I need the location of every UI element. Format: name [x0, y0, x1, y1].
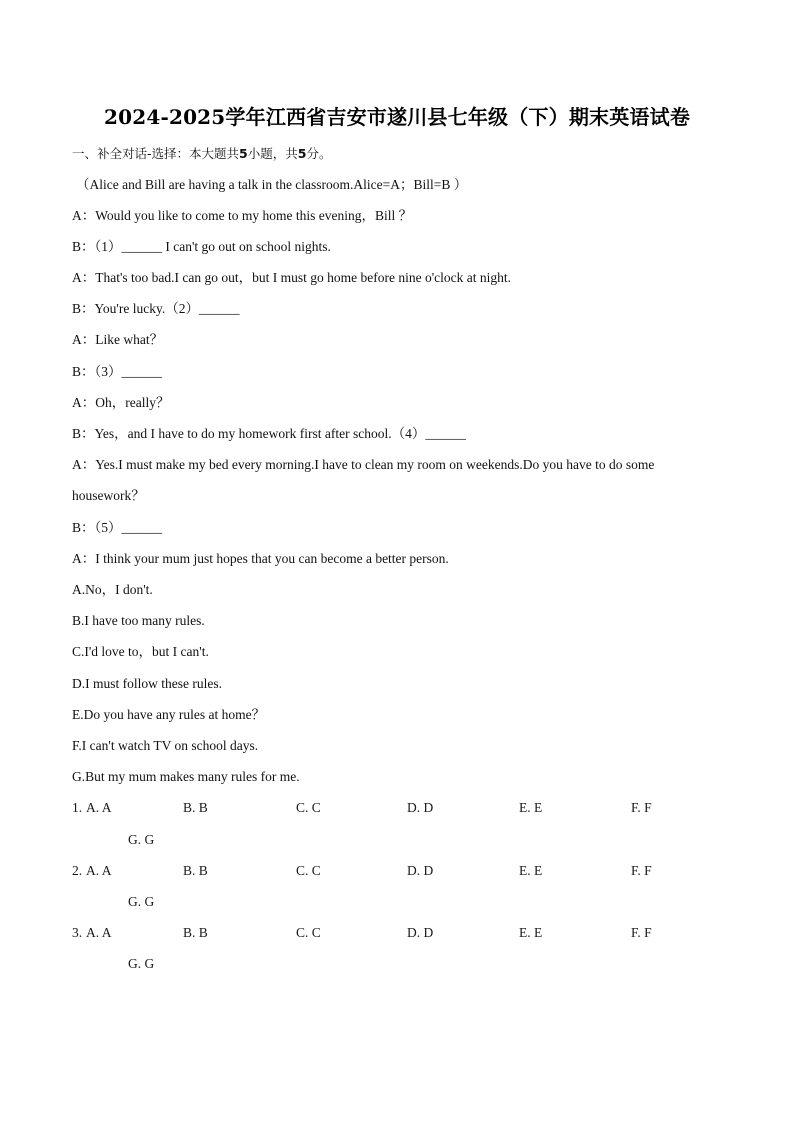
choice-d: D.I must follow these rules.	[72, 676, 222, 691]
question-3-option-a[interactable]: A. A	[86, 925, 112, 940]
question-1-option-d[interactable]: D. D	[407, 800, 434, 815]
choice-g: G.But my mum makes many rules for me.	[72, 769, 300, 784]
question-2-number: 2.	[72, 863, 83, 878]
question-count: 5	[239, 146, 248, 161]
question-2-option-f[interactable]: F. F	[631, 863, 652, 878]
question-3-number: 3.	[72, 925, 83, 940]
question-3-option-d[interactable]: D. D	[407, 925, 434, 940]
section-heading	[72, 145, 331, 163]
score-count: 5	[297, 146, 307, 161]
question-3-option-f[interactable]: F. F	[631, 925, 652, 940]
choice-e: E.Do you have any rules at home？	[72, 707, 266, 722]
question-3-option-c[interactable]: C. C	[296, 925, 321, 940]
question-2-option-e[interactable]: E. E	[519, 863, 543, 878]
question-3-option-e[interactable]: E. E	[519, 925, 543, 940]
dialogue-line-11: A：I think your mum just hopes that you can become a better person.	[72, 551, 449, 566]
dialogue-line-6: B：（3）______	[72, 364, 163, 379]
question-2-option-a[interactable]: A. A	[86, 863, 112, 878]
section-heading-prefix: 一、补全对话-选择：本大题共	[72, 146, 240, 161]
dialogue-line-7: A：Oh，really？	[72, 395, 170, 410]
question-2-options	[72, 862, 712, 880]
dialogue-line-5: A：Like what？	[72, 332, 164, 347]
question-2-option-g[interactable]: G. G	[128, 894, 155, 909]
question-1-option-a[interactable]: A. A	[86, 800, 112, 815]
question-1-option-g[interactable]: G. G	[128, 832, 155, 847]
question-1-option-c[interactable]: C. C	[296, 800, 321, 815]
question-1-options	[72, 799, 712, 817]
dialogue-line-8: B：Yes，and I have to do my homework first after school.（4）______	[72, 426, 466, 441]
dialogue-line-10: B：（5）______	[72, 520, 163, 535]
question-2-option-c[interactable]: C. C	[296, 863, 321, 878]
question-1-option-f[interactable]: F. F	[631, 800, 652, 815]
choice-a: A.No，I don't.	[72, 582, 153, 597]
question-3-options	[72, 924, 712, 942]
question-3-option-g[interactable]: G. G	[128, 956, 155, 971]
question-2-option-b[interactable]: B. B	[183, 863, 208, 878]
choice-f: F.I can't watch TV on school days.	[72, 738, 259, 753]
dialogue-line-1: A：Would you like to come to my home this evening，Bill ？	[72, 208, 413, 223]
question-1-option-e[interactable]: E. E	[519, 800, 543, 815]
dialogue-line-9: A：Yes.I must make my bed every morning.I have to clean my room on weekends.Do you have to do some	[72, 457, 655, 472]
dialogue-line-9-continued: housework？	[72, 488, 145, 503]
question-1-number: 1.	[72, 800, 83, 815]
question-2-option-d[interactable]: D. D	[407, 863, 434, 878]
dialogue-line-4: B：You're lucky.（2）______	[72, 301, 240, 316]
dialogue-line-3: A：That's too bad.I can go out，but I must go home before nine o'clock at night.	[72, 270, 512, 285]
dialogue-line-2: B：（1）______ I can't go out on school nights.	[72, 239, 331, 254]
section-heading-suffix: 分。	[306, 146, 332, 161]
section-heading-middle: 小题，共	[247, 146, 298, 161]
choice-b: B.I have too many rules.	[72, 613, 205, 628]
page-title: 2024-2025学年江西省吉安市遂川县七年级（下）期末英语试卷	[103, 105, 691, 129]
choice-c: C.I'd love to，but I can't.	[72, 644, 209, 659]
dialogue-context: （Alice and Bill are having a talk in the classroom.Alice=A；Bill=B ）	[76, 177, 468, 192]
question-3-option-b[interactable]: B. B	[183, 925, 208, 940]
question-1-option-b[interactable]: B. B	[183, 800, 208, 815]
